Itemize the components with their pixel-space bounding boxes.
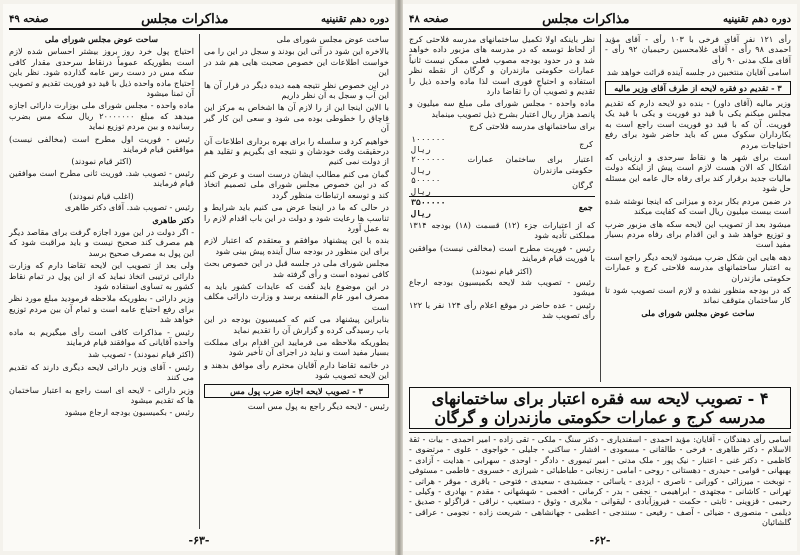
table-row (409, 154, 595, 175)
paragraph: اسامی آقایان منتخبین در جلسه آینده قرائت خواهد شد (607, 67, 791, 78)
budget-amount: ۲۰۰۰۰۰۰ ریال (411, 154, 446, 175)
vote-result: (اغلب قیام نمودند) (69, 190, 134, 201)
paragraph: میشود بعد از تصویب این لایحه سکه های مزبور ضرب و توزیع خواهد شد و این اقدام برای رفاه مردم بسیار مفید است (605, 218, 791, 250)
paragraph: برای ساختمانهای مدرسه فلاحتی کرج (469, 121, 595, 132)
paragraph: رئیس - فوریت مطرح است (مخالفی نیست) موافقین با فوریت قیام فرمایند (409, 242, 595, 264)
section-heading-copper-coin: ۳ - تصویب لایحه اجازه ضرب پول مس (204, 384, 389, 398)
vote-result: (اکثر قیام نمودند) (71, 156, 132, 167)
left-page-columns (9, 34, 389, 529)
voters-list: اسامی رأی دهندگان - آقایان: مؤید احمدی - اسفندیاری - دکتر سنگ - ملکی - تقی زاده - امیر احمدی - بیات - ثقة الاسلام - دکتر طاهری - فرخی - طالقانی - مسعودی - افشار - ساکنی - جلیلی - خواجوی - علوی - مرتضوی - کاظمی - دکتر غنی - اعتبار - نیک پور - ملک مدنی - امیر تیموری - دادگر - اوحدی - سهرابی - هدایت - آزادی - بهبهانی - قوامی - حیدری - دهستانی - روحی - امامی - زنجانی - طباطبائی - شیرازی - خسروی - فاطمی - مستوفی - نوبخت - میرزائی - کورانی - ناصری - ایزدی - یاسائی - جمشیدی - سعیدی - فتوحی - باقری - موقر - هراتی - تهرانی - کاشانی - مجتهدی - ابراهیمی - نجفی - بدر - کرمانی - افخمی - شهشهانی - مقدم - بهادری - وکیلی - رحیمی - قزوینی - ثابتی - حکمت - فیروزآبادی - لیقوانی - ملایری - وثوق - دستغیب - نراقی - قراگزلو - صدیق - دیلمی - منصوری - ضیائی - آصف - رفیعی - سنندجی - اعظمی - جهانشاهی - شریعت زاده - نجومی - عراقی - گلشائیان (409, 432, 791, 529)
paragraph: - اگر دولت در این مورد اجازه گرفت برای مقاصد دیگر هم مصرف کند صحیح نیست و باید مراقبت شود که این پول به مصرف صحیح برسد (9, 226, 194, 258)
paragraph: (اکثر قیام نمودند) - تصویب شد (88, 349, 194, 360)
budget-label: کرج (579, 138, 593, 149)
speaker-name: دکتر طاهری (152, 214, 194, 225)
paragraph: مجلس شورای ملی در جلسه قبل در این خصوص بحث کافی نموده است و رأی گرفته شد (204, 258, 389, 279)
paragraph: ماده واحده - مجلس شورای ملی مبلغ سه میلیون و پانصد هزار ریال اعتبار بشرح ذیل تصویب مینماید (409, 98, 595, 119)
paragraph: با الاین اینجا این از را لازم آن ها اشخاص به مرکز این قاچاق را خطوطی بوده می شود و سعی این کار گیر آن (204, 102, 389, 134)
right-header-page-number: صفحه ۴۸ (409, 13, 449, 25)
budget-amount: ۱۰۰۰۰۰۰ ریال (411, 133, 446, 155)
right-page-header (409, 10, 791, 30)
paragraph: رئیس - آقای وزیر دارائی لایحه دیگری دارند که تقدیم می کنند (9, 361, 194, 383)
paragraph: رئیس - تصویب شد. آقای دکتر طاهری (64, 202, 194, 213)
paragraph: ساخت عوض مجلس شورای ملی (276, 34, 389, 44)
paragraph: رئیس - لایحه دیگر راجع به پول مس است (247, 401, 389, 411)
paragraph: که از اعتبارات جزء (۱۲) قسمت (۱۸) بودجه ۱۳۱۴ مملکتی تأدیه شود (409, 219, 595, 241)
paragraph: دهه هایی این شکل ضرب میشود لایحه دیگر راجع است به اعتبار ساختمانهای مدرسه فلاحتی کرج و عمارات حکومتی مازندران (605, 251, 791, 283)
paragraph: در حالی که ما در اینجا عرض می کنیم باید شرایط و تناسب ها رعایت شود و دولت در این باب اقدام لازم را به عمل آورد (204, 202, 389, 233)
left-header-title: مذاکرات مجلس (141, 11, 229, 27)
paragraph: بنده با این پیشنهاد موافقم و معتقدم که اعتبار لازم برای این منظور در بودجه سال آینده پیش بینی شود (204, 235, 389, 256)
table-row (409, 175, 595, 196)
section-heading-bills: ۳ - تقدیم دو فقره لایحه از طرف آقای وزیر مالیه (605, 81, 791, 95)
paragraph: رئیس - فوریت اول مطرح است (مخالفی نیست) موافقین قیام فرمایند (9, 133, 194, 155)
budget-total-amount: ۳۵۰۰۰۰۰ ریال (411, 197, 446, 218)
paragraph: بطوریکه ملاحظه می فرمایید این اقدام برای مملکت بسیار مفید است و نباید در اجرای آن تأخیر شود (204, 336, 389, 358)
right-page-body (409, 34, 791, 529)
right-page (403, 4, 797, 551)
paragraph: ولی بعد از تصویب این لایحه تقاضا دارم که وزارت دارائی ترتیبی اتخاذ نماید که از این پول در تمام نقاط کشور به تساوی استفاده شود (9, 260, 194, 291)
paragraph: بنابراین پیشنهاد می کنم که کمیسیون بودجه در این باب رسیدگی کرده و گزارش آن را تقدیم نماید (204, 314, 389, 335)
paragraph: در خاتمه تقاضا دارم آقایان محترم رأی موافق بدهند و این لایحه تصویب شود (204, 359, 389, 381)
budget-label: گرگان (572, 180, 593, 191)
left-header-page-number: صفحه ۴۹ (9, 13, 49, 25)
voters-section (409, 384, 791, 529)
left-page-body (9, 34, 389, 529)
table-row (409, 134, 595, 155)
left-header-period: دوره دهم تقنینیه (321, 13, 389, 25)
right-header-title: مذاکرات مجلس (542, 11, 630, 27)
paragraph: است برای شهر ها و نقاط سرحدی و ارزیابی که اشکال که الان هست لازم است پیش از اینکه دولت مالیات جدید برقرار کند برای رفاه حال عامه این مسئله حل شود (605, 152, 791, 194)
paragraph: وزیر دارائی - بطوریکه ملاحظه فرمودید مبلغ مورد نظر برای رفع احتیاج عامه است و تمام آن بین مردم توزیع خواهد شد (9, 293, 194, 325)
paragraph: وزیر مالیه (آقای داور) - بنده دو لایحه دارم که تقدیم مجلس میکنم یکی با قید دو فوریت و یکی با قید یک فوریت. آن که با قید دو فوریت است راجع است به بکارداران سکوک مس که باید حاضر شود برای رفع احتیاجات مردم (605, 98, 791, 150)
left-page-header (9, 10, 389, 30)
right-page-columns (409, 34, 791, 382)
right-header-period: دوره دهم تقنینیه (723, 13, 791, 25)
right-page-footer-number: -۶۲- (589, 534, 611, 547)
paragraph: رئیس - تصویب شد. فوریت ثانی مطرح است موافقین قیام فرمایند (9, 167, 194, 189)
paragraph: که در بودجه منظور نشده و لازم است تصویب شود تا کار ساختمان متوقف نماند (605, 284, 791, 306)
left-page (3, 4, 395, 551)
paragraph: نظر باینکه اولا تکمیل ساختمانهای مدرسه فلاحتی کرج از لحاظ توسعه که در مدرسه های مزبور داده خواهد شد و در حدود بودجه مصوب فعلی ممکن نیست ثانیاً عمارات حکومتی مازندران و گرگان از نقطه نظر استفاده و احتیاج فوری است لذا ماده واحده ذیل را تقدیم و تصویب آن را تقاضا دارد (409, 34, 595, 97)
paragraph: رئیس - عده حاضر در موقع اعلام رأی ۱۲۴ نفر با ۱۲۲ رأی تصویب شد (409, 299, 595, 321)
budget-total-row (409, 197, 595, 218)
address-line: ساحت عوض مجلس شورای ملی (44, 34, 159, 44)
paragraph: رئیس - بکمیسیون بودجه ارجاع میشود (64, 407, 194, 418)
paragraph: در این موضوع باید گفت که عایدات کشور باید به مصرف امور عام المنفعه برسد و وزارت دارائی مکلف است (204, 280, 389, 312)
paragraph: رأی ۱۲۱ نفر آقای فرخی با ۱۰۳ رأی - آقای مؤید احمدی ۹۸ رأی - آقای غلامحسین رحیمیان ۹۲ رأی - آقای ملک مدنی ۹۰ رأی (605, 34, 791, 65)
budget-total-label: جمع (578, 202, 593, 213)
paragraph: در این خصوص نظر نتیجه همه دیده دیگر در قرار آن ها این آب و سجل به آن نظر داریم (204, 79, 389, 101)
book-gutter (395, 0, 403, 555)
budget-table (409, 134, 595, 218)
paragraph: احتیاج پول خرد روز بروز بیشتر احساس شده لازم است بطوریکه عموماً درنقاط سرحدی مقدار کافی سکه مس در دست رس عامه گذارده شود. نظر باین احتیاج ماده واحده ذیل با قید دو فوریت تقدیم و تصویب آن تمنا میشود (9, 46, 194, 99)
paragraph: در ضمن مردم بکار برده و میزانی که اینجا نوشته شده است بیست میلیون ریال است که کفایت میکند (605, 195, 791, 217)
budget-amount: ۵۰۰۰۰۰ ریال (411, 175, 441, 196)
paragraph: گمان می کنم مطالب ایشان درست است و عرض کنم که در این خصوص مجلس شورای ملی تصمیم اتخاذ کند و توسعه ارتباطات منظور گردد (204, 168, 389, 200)
address-line: ساحت عوض مجلس شورای ملی (641, 307, 755, 318)
paragraph: بالاخره این شود در آتی این بودند و سجل در این را می خواست اطلاعات این خصوص صحبت هایی هم شد در این (204, 46, 389, 78)
paragraph: خواهیم کرد و سلسله را برای بهره برداری اطلاعات آن درحقیقت وقت خودشان و نتیجه ای بگیریم و تقلید هم از دولت نمی کنیم (204, 135, 389, 167)
paragraph: ماده واحده - مجلس شورای ملی بوزارت دارائی اجازه میدهد که مبلغ ۲۰۰۰۰۰۰۰ ریال سکه مس بضرب رسانیده و بین مردم توزیع نماید (9, 100, 194, 132)
section-heading-construction-credit: ۴ - تصویب لایحه سه فقره اعتبار برای ساختمانهای مدرسه کرج و عمارات حکومتی مازندران و گرگان (409, 387, 791, 429)
paragraph: رئیس - تصویب شد لایحه بکمیسیون بودجه ارجاع میشود (409, 276, 595, 298)
vote-result: (اکثر قیام نمودند) (471, 265, 533, 276)
paragraph: وزیر دارائی - لایحه ای است راجع به اعتبار ساختمان ها که تقدیم میشود (9, 384, 194, 405)
budget-label: اعتبار برای ساختمان عمارات حکومتی مازندران (467, 154, 593, 175)
left-page-footer-number: -۶۳- (188, 534, 210, 547)
paragraph: رئیس - مذاکرات کافی است رأی میگیریم به ماده واحده آقایانی که موافقند قیام فرمایند (9, 326, 194, 347)
